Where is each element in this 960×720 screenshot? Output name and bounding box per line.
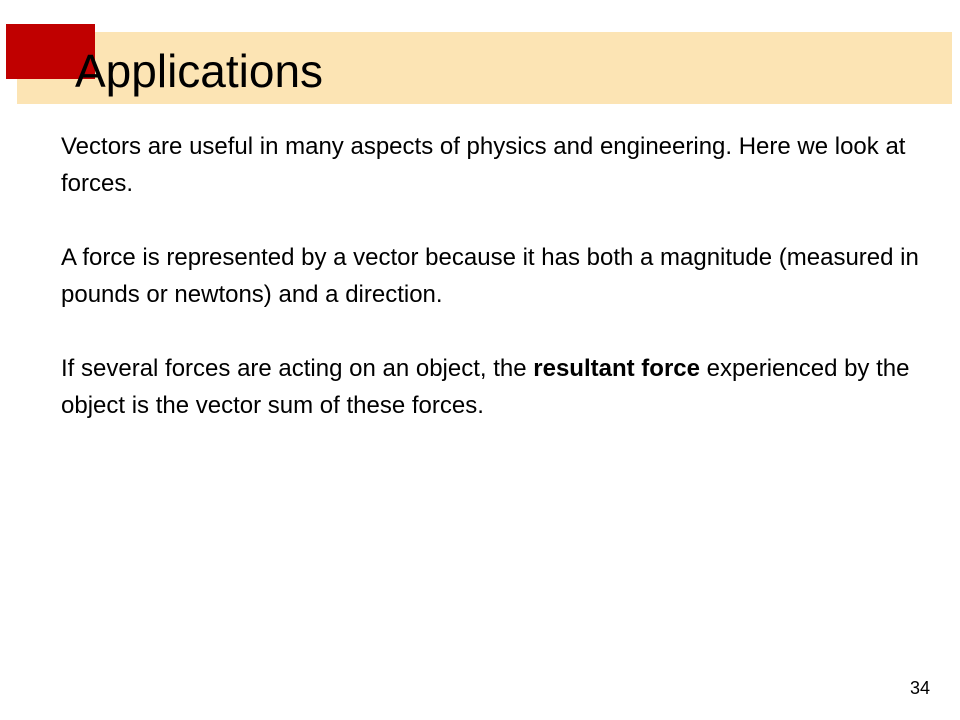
paragraph-force-definition: A force is represented by a vector because it has both a magnitude (measured in pounds or newtons) and a direction.: [61, 244, 919, 308]
paragraph-resultant-force: [61, 350, 941, 424]
resultant-text-before: If several forces are acting on an object, the: [61, 355, 534, 382]
page-number: 34: [909, 678, 930, 698]
slide-body: [61, 128, 941, 461]
resultant-text-after: experienced by the object is the vector sum of these forces.: [61, 355, 910, 419]
slide-title: Applications: [75, 45, 324, 97]
resultant-force-term: resultant force: [533, 355, 700, 382]
paragraph-vectors-useful: Vectors are useful in many aspects of physics and engineering. Here we look at forces.: [61, 133, 906, 197]
